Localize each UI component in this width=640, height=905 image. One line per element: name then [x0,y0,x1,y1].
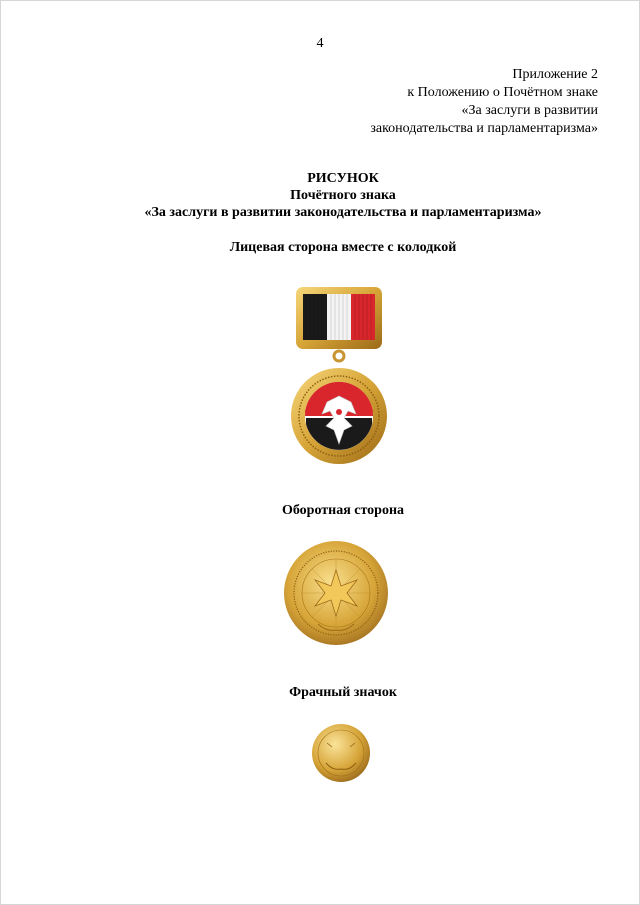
title-line: РИСУНОК [307,171,379,186]
lapel-pin-icon [306,723,376,783]
caption-back: Оборотная сторона [281,503,405,518]
appendix-line: к Положению о Почётном знаке [407,85,598,100]
title-line: «За заслуги в развитии законодательства и парламентаризма» [144,205,542,220]
caption-pin: Фрачный значок [289,685,397,700]
page-number: 4 [316,36,324,51]
title-line: Почётного знака [290,188,396,203]
caption-front: Лицевая сторона вместе с колодкой [229,240,457,255]
document-title [0,170,640,221]
medal-front-icon [284,284,394,474]
appendix-line: законодательства и парламентаризма» [370,121,598,136]
appendix-note [370,66,598,138]
medal-back-icon [283,540,389,646]
appendix-line: Приложение 2 [512,67,598,82]
appendix-line: «За заслуги в развитии [461,103,598,118]
